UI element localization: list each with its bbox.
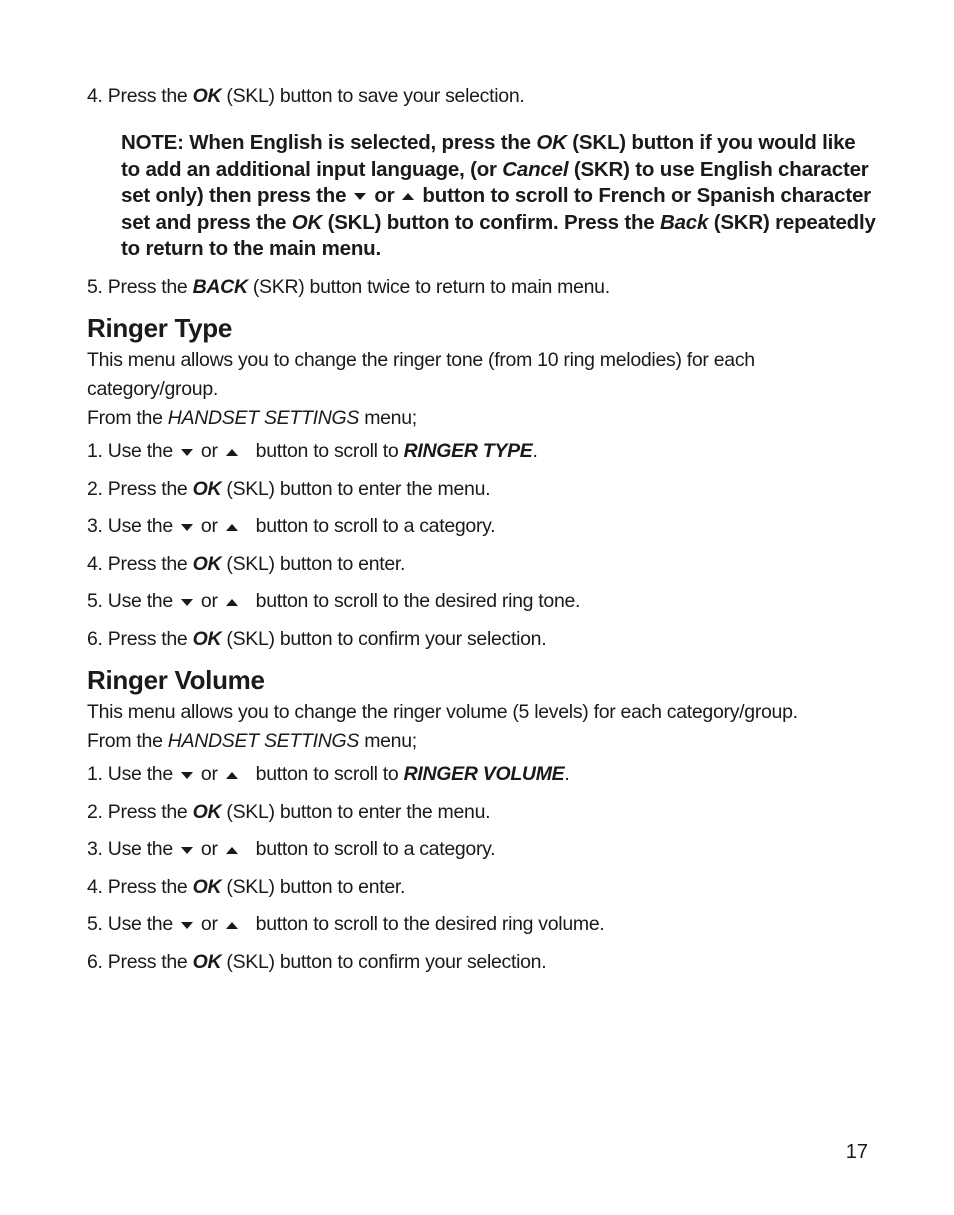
up-arrow-icon (226, 847, 238, 854)
ringer-volume-step-2: 2. Press the OK (SKL) button to enter the menu. (87, 800, 491, 823)
ringer-volume-step-6: 6. Press the OK (SKL) button to confirm your selection. (87, 950, 547, 973)
ringer-type-step-4: 4. Press the OK (SKL) button to enter. (87, 552, 406, 575)
ringer-type-step-3: 3. Use the or button to scroll to a category. (87, 515, 496, 538)
back-key-label: BACK (192, 275, 248, 298)
ringer-type-heading: Ringer Type (87, 313, 233, 344)
ringer-volume-step-3: 3. Use the or button to scroll to a category. (87, 838, 496, 861)
down-arrow-icon (181, 772, 193, 779)
page-number: 17 (845, 1141, 868, 1163)
intro-step-4: 4. Press the OK (SKL) button to save your selection. (87, 85, 525, 107)
ringer-volume-step-5: 5. Use the or button to scroll to the desired ring volume. (87, 913, 605, 936)
ok-key-label: OK (192, 85, 222, 107)
ringer-volume-step-4: 4. Press the OK (SKL) button to enter. (87, 875, 406, 898)
ringer-type-from: From the HANDSET SETTINGS menu; (87, 407, 417, 430)
up-arrow-icon (226, 599, 238, 606)
ringer-type-step-6: 6. Press the OK (SKL) button to confirm your selection. (87, 627, 547, 650)
ringer-volume-heading: Ringer Volume (87, 665, 265, 696)
ringer-type-step-2: 2. Press the OK (SKL) button to enter the menu. (87, 477, 491, 500)
down-arrow-icon (181, 449, 193, 456)
manual-page (87, 84, 877, 987)
up-arrow-icon (226, 524, 238, 531)
down-arrow-icon (181, 922, 193, 929)
down-arrow-icon (181, 524, 193, 531)
up-arrow-icon (226, 449, 238, 456)
ringer-type-description: This menu allows you to change the ringer tone (from 10 ring melodies) for each category/group. (87, 349, 755, 401)
language-note: NOTE: When English is selected, press the OK (SKL) button if you would like to add an additional input language, (or Cancel (SKR) to use English character set only) then press the or button to scroll to French or Spanish character set and press the OK (SKL) button to confirm. Press the Back (SKR) repeatedly to return to the main menu. (121, 131, 876, 261)
up-arrow-icon (226, 922, 238, 929)
ringer-type-step-5: 5. Use the or button to scroll to the desired ring tone. (87, 590, 581, 613)
ringer-volume-description: This menu allows you to change the ringer volume (5 levels) for each category/group. (87, 701, 798, 724)
ringer-volume-from: From the HANDSET SETTINGS menu; (87, 730, 417, 753)
intro-step-5: 5. Press the BACK (SKR) button twice to return to main menu. (87, 275, 610, 298)
down-arrow-icon (181, 599, 193, 606)
up-arrow-icon (402, 193, 414, 200)
down-arrow-icon (354, 193, 366, 200)
down-arrow-icon (181, 847, 193, 854)
up-arrow-icon (226, 772, 238, 779)
ringer-type-step-1: 1. Use the or button to scroll to RINGER TYPE. (87, 440, 538, 463)
ringer-volume-step-1: 1. Use the or button to scroll to RINGER VOLUME. (87, 763, 570, 786)
